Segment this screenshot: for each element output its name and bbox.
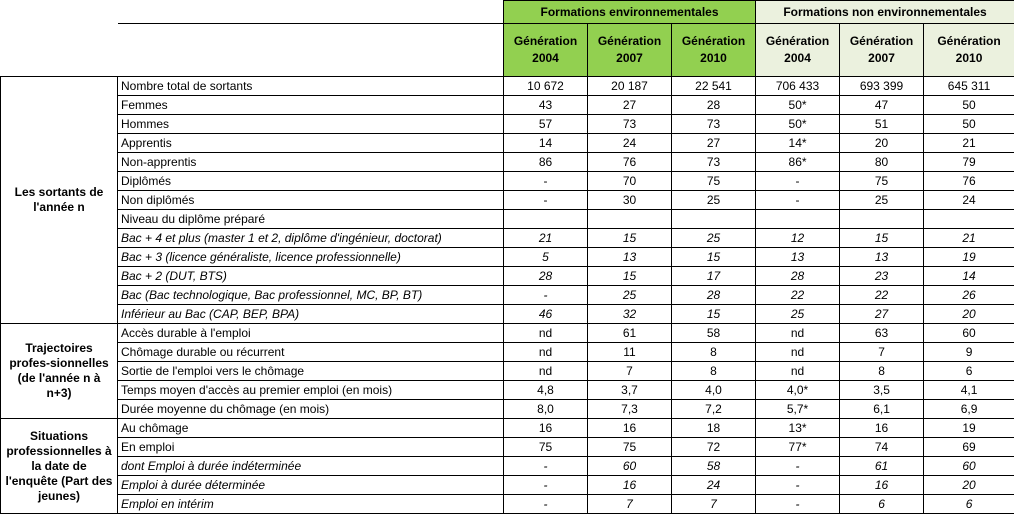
value-cell: 21 (924, 229, 1014, 248)
header-blank (1, 1, 118, 24)
value-cell: 6 (840, 495, 924, 514)
value-cell: 58 (672, 324, 756, 343)
generation-prefix: Génération (937, 34, 1001, 48)
value-cell: 28 (504, 267, 588, 286)
value-cell: 80 (840, 153, 924, 172)
value-cell (672, 210, 756, 229)
value-cell: 7 (588, 495, 672, 514)
row-label: Emploi à durée déterminée (118, 476, 504, 495)
row-label: Apprentis (118, 134, 504, 153)
value-cell: 4,0 (672, 381, 756, 400)
table-row (1, 210, 1014, 229)
generation-year: 2007 (616, 51, 643, 65)
value-cell: 76 (588, 153, 672, 172)
value-cell: 3,5 (840, 381, 924, 400)
value-cell: nd (756, 343, 840, 362)
value-cell: 46 (504, 305, 588, 324)
value-cell: 60 (588, 457, 672, 476)
value-cell: 75 (588, 438, 672, 457)
value-cell: 50* (756, 96, 840, 115)
header-group-env: Formations environnementales (504, 1, 756, 24)
value-cell: 28 (756, 267, 840, 286)
header-generation (840, 24, 924, 77)
value-cell: 5 (504, 248, 588, 267)
value-cell: 15 (840, 229, 924, 248)
value-cell: 16 (588, 419, 672, 438)
value-cell: 17 (672, 267, 756, 286)
value-cell: 86 (504, 153, 588, 172)
value-cell: 14 (504, 134, 588, 153)
section-title: Situations professionnelles à la date de l'enquête (Part des jeunes) (1, 419, 118, 514)
section-title: Trajectoires profes-sionnelles (de l'année n à n+3) (1, 324, 118, 419)
value-cell: 86* (756, 153, 840, 172)
value-cell: 28 (672, 286, 756, 305)
table-row (1, 362, 1014, 381)
value-cell: 22 (840, 286, 924, 305)
value-cell: 79 (924, 153, 1014, 172)
value-cell: 7 (672, 495, 756, 514)
value-cell: 18 (672, 419, 756, 438)
value-cell: 28 (672, 96, 756, 115)
table-row (1, 305, 1014, 324)
table-row (1, 172, 1014, 191)
value-cell: 7 (840, 343, 924, 362)
value-cell: 22 (756, 286, 840, 305)
value-cell: 21 (504, 229, 588, 248)
value-cell: 12 (756, 229, 840, 248)
value-cell: 63 (840, 324, 924, 343)
row-label: Durée moyenne du chômage (en mois) (118, 400, 504, 419)
row-label: Niveau du diplôme préparé (118, 210, 504, 229)
value-cell: 58 (672, 457, 756, 476)
value-cell: - (504, 495, 588, 514)
value-cell: 50* (756, 115, 840, 134)
header-blank (118, 24, 504, 77)
value-cell: 5,7* (756, 400, 840, 419)
value-cell: 47 (840, 96, 924, 115)
value-cell: 25 (672, 191, 756, 210)
value-cell: 16 (504, 419, 588, 438)
row-label: dont Emploi à durée indéterminée (118, 457, 504, 476)
generation-year: 2010 (700, 51, 727, 65)
table-row (1, 324, 1014, 343)
value-cell: 16 (588, 476, 672, 495)
value-cell: nd (504, 324, 588, 343)
table-row (1, 115, 1014, 134)
value-cell: 11 (588, 343, 672, 362)
value-cell: 10 672 (504, 77, 588, 96)
table-row (1, 134, 1014, 153)
generation-prefix: Génération (597, 34, 662, 48)
value-cell: 25 (672, 229, 756, 248)
row-label: Bac (Bac technologique, Bac professionnel, MC, BP, BT) (118, 286, 504, 305)
value-cell: 7,2 (672, 400, 756, 419)
table-row (1, 381, 1014, 400)
generation-year: 2004 (784, 51, 811, 65)
value-cell: - (504, 172, 588, 191)
value-cell: 6,9 (924, 400, 1014, 419)
value-cell: nd (756, 362, 840, 381)
value-cell: 73 (588, 115, 672, 134)
value-cell: 23 (840, 267, 924, 286)
value-cell: 8,0 (504, 400, 588, 419)
value-cell: 32 (588, 305, 672, 324)
table-row (1, 229, 1014, 248)
value-cell: 61 (588, 324, 672, 343)
value-cell: 15 (672, 248, 756, 267)
header-group-nonenv: Formations non environnementales (756, 1, 1014, 24)
header-blank (118, 1, 504, 24)
row-label: Bac + 2 (DUT, BTS) (118, 267, 504, 286)
table-row (1, 476, 1014, 495)
value-cell (504, 210, 588, 229)
header-generation (588, 24, 672, 77)
value-cell: 20 (924, 476, 1014, 495)
value-cell: 20 187 (588, 77, 672, 96)
value-cell: 19 (924, 248, 1014, 267)
value-cell: - (756, 476, 840, 495)
value-cell: 6,1 (840, 400, 924, 419)
value-cell: 27 (840, 305, 924, 324)
value-cell (924, 210, 1014, 229)
value-cell: 27 (588, 96, 672, 115)
row-label: Hommes (118, 115, 504, 134)
table-row (1, 400, 1014, 419)
value-cell: 43 (504, 96, 588, 115)
value-cell: 73 (672, 153, 756, 172)
header-generation (924, 24, 1014, 77)
value-cell: - (756, 191, 840, 210)
value-cell: 13 (756, 248, 840, 267)
generation-prefix: Génération (681, 34, 746, 48)
value-cell: 21 (924, 134, 1014, 153)
row-label: Emploi en intérim (118, 495, 504, 514)
value-cell: 22 541 (672, 77, 756, 96)
value-cell: nd (504, 362, 588, 381)
header-blank (1, 24, 118, 77)
table-body (1, 77, 1014, 514)
generation-year: 2004 (532, 51, 559, 65)
value-cell: 706 433 (756, 77, 840, 96)
row-label: Non-apprentis (118, 153, 504, 172)
table-row (1, 191, 1014, 210)
row-label: En emploi (118, 438, 504, 457)
value-cell: - (504, 457, 588, 476)
table-row (1, 457, 1014, 476)
value-cell: 8 (672, 343, 756, 362)
row-label: Temps moyen d'accès au premier emploi (en mois) (118, 381, 504, 400)
value-cell: - (756, 457, 840, 476)
value-cell: 61 (840, 457, 924, 476)
value-cell: 57 (504, 115, 588, 134)
table-row (1, 343, 1014, 362)
value-cell: - (504, 286, 588, 305)
value-cell: 15 (588, 267, 672, 286)
header-generation (504, 24, 588, 77)
value-cell: nd (504, 343, 588, 362)
value-cell: 27 (672, 134, 756, 153)
value-cell: - (504, 191, 588, 210)
table-row (1, 153, 1014, 172)
generation-prefix: Génération (765, 34, 830, 48)
value-cell: 75 (840, 172, 924, 191)
table-row (1, 248, 1014, 267)
section-title: Les sortants de l'année n (1, 77, 118, 324)
row-label: Au chômage (118, 419, 504, 438)
value-cell: 9 (924, 343, 1014, 362)
table-row (1, 77, 1014, 96)
generation-prefix: Génération (513, 34, 578, 48)
table-row (1, 96, 1014, 115)
value-cell: 60 (924, 324, 1014, 343)
row-label: Bac + 3 (licence généraliste, licence professionnelle) (118, 248, 504, 267)
value-cell: 50 (924, 96, 1014, 115)
value-cell: 70 (588, 172, 672, 191)
row-label: Sortie de l'emploi vers le chômage (118, 362, 504, 381)
table-row (1, 419, 1014, 438)
value-cell: 25 (840, 191, 924, 210)
generation-year: 2010 (955, 51, 983, 65)
table-row (1, 267, 1014, 286)
value-cell: 14* (756, 134, 840, 153)
header-generation (756, 24, 840, 77)
value-cell (756, 210, 840, 229)
value-cell: 75 (672, 172, 756, 191)
row-label: Non diplômés (118, 191, 504, 210)
value-cell: 73 (672, 115, 756, 134)
value-cell: 25 (756, 305, 840, 324)
value-cell: 30 (588, 191, 672, 210)
table-row (1, 438, 1014, 457)
value-cell: 75 (504, 438, 588, 457)
value-cell: 15 (672, 305, 756, 324)
value-cell: 51 (840, 115, 924, 134)
value-cell: 72 (672, 438, 756, 457)
value-cell: 60 (924, 457, 1014, 476)
value-cell: 6 (924, 362, 1014, 381)
value-cell: 24 (588, 134, 672, 153)
value-cell: 16 (840, 476, 924, 495)
value-cell: 13 (840, 248, 924, 267)
value-cell: 26 (924, 286, 1014, 305)
value-cell: 24 (924, 191, 1014, 210)
row-label: Accès durable à l'emploi (118, 324, 504, 343)
value-cell: 4,8 (504, 381, 588, 400)
value-cell: - (504, 476, 588, 495)
value-cell: 13* (756, 419, 840, 438)
row-label: Diplômés (118, 172, 504, 191)
value-cell: 74 (840, 438, 924, 457)
value-cell: 3,7 (588, 381, 672, 400)
value-cell: 13 (588, 248, 672, 267)
value-cell: 20 (924, 305, 1014, 324)
value-cell: 645 311 (924, 77, 1014, 96)
value-cell: 16 (840, 419, 924, 438)
table-row (1, 286, 1014, 305)
value-cell: 8 (672, 362, 756, 381)
row-label: Bac + 4 et plus (master 1 et 2, diplôme d'ingénieur, doctorat) (118, 229, 504, 248)
row-label: Nombre total de sortants (118, 77, 504, 96)
value-cell (840, 210, 924, 229)
row-label: Inférieur au Bac (CAP, BEP, BPA) (118, 305, 504, 324)
value-cell: 20 (840, 134, 924, 153)
generation-year: 2007 (868, 51, 895, 65)
value-cell: 7 (588, 362, 672, 381)
value-cell: 4,1 (924, 381, 1014, 400)
value-cell: 19 (924, 419, 1014, 438)
value-cell: nd (756, 324, 840, 343)
generation-prefix: Génération (849, 34, 914, 48)
value-cell: 15 (588, 229, 672, 248)
value-cell: 8 (840, 362, 924, 381)
header-generation (672, 24, 756, 77)
value-cell: 14 (924, 267, 1014, 286)
value-cell: 24 (672, 476, 756, 495)
value-cell: - (756, 172, 840, 191)
row-label: Femmes (118, 96, 504, 115)
value-cell: 69 (924, 438, 1014, 457)
value-cell: 6 (924, 495, 1014, 514)
value-cell: 4,0* (756, 381, 840, 400)
value-cell: 693 399 (840, 77, 924, 96)
value-cell: 76 (924, 172, 1014, 191)
value-cell: 77* (756, 438, 840, 457)
value-cell (588, 210, 672, 229)
row-label: Chômage durable ou récurrent (118, 343, 504, 362)
table-row (1, 495, 1014, 514)
value-cell: - (756, 495, 840, 514)
value-cell: 25 (588, 286, 672, 305)
value-cell: 50 (924, 115, 1014, 134)
value-cell: 7,3 (588, 400, 672, 419)
